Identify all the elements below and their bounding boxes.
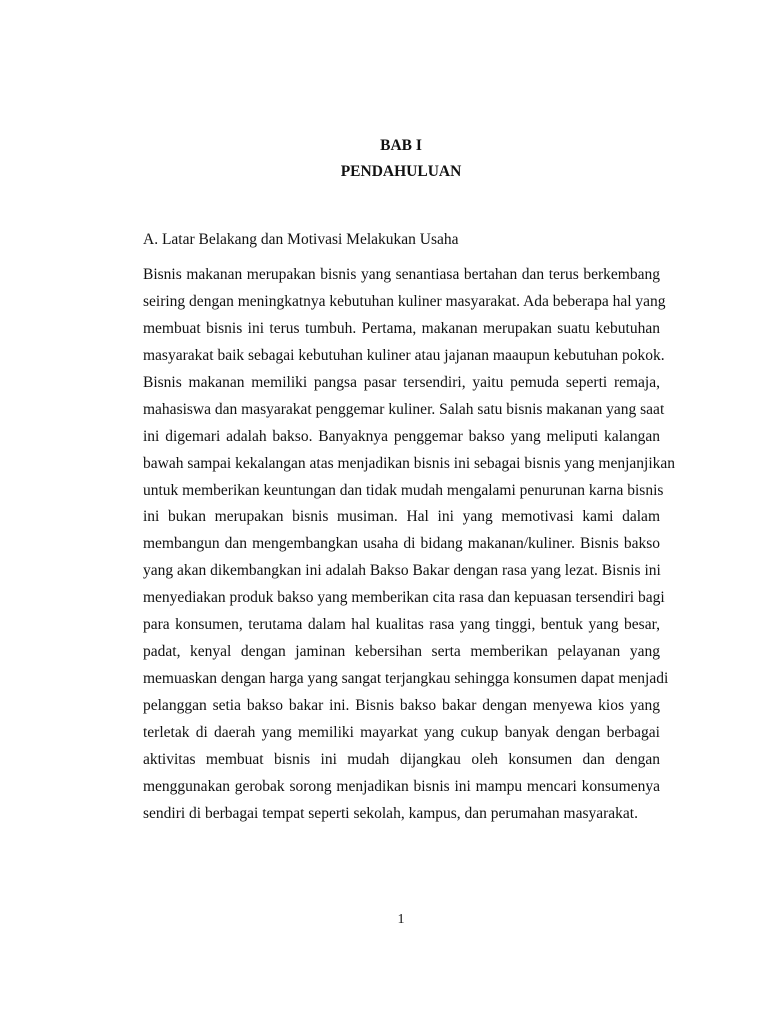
body-paragraph [143,265,676,831]
paragraph-line: aktivitas membuat bisnis ini mudah dijangkau oleh konsumen dan dengan [143,750,660,768]
paragraph-line: pelanggan setia bakso bakar ini. Bisnis bakso bakar dengan menyewa kios yang [143,697,660,714]
paragraph-line: membuat bisnis ini terus tumbuh. Pertama, makanan merupakan suatu kebutuhan [143,319,660,337]
paragraph-line: sendiri di berbagai tempat seperti sekolah, kampus, dan perumahan masyarakat. [143,804,638,822]
paragraph-line: mahasiswa dan masyarakat penggemar kuliner. Salah satu bisnis makanan yang saat [143,400,665,418]
paragraph-line: menyediakan produk bakso yang memberikan cita rasa dan kepuasan tersendiri bagi [143,589,665,607]
paragraph-line: Bisnis makanan merupakan bisnis yang senantiasa bertahan dan terus berkembang [143,266,660,283]
paragraph-line: memuaskan dengan harga yang sangat terjangkau sehingga konsumen dapat menjadi [143,670,669,688]
paragraph-line: membangun dan mengembangkan usaha di bidang makanan/kuliner. Bisnis bakso [143,535,660,553]
section-heading: A. Latar Belakang dan Motivasi Melakukan Usaha [143,231,459,248]
paragraph-line: yang akan dikembangkan ini adalah Bakso Bakar dengan rasa yang lezat. Bisnis ini [143,562,661,580]
paragraph-line: untuk memberikan keuntungan dan tidak mudah mengalami penurunan karna bisnis [143,481,664,499]
chapter-number: BAB I [380,137,422,154]
page-number: 1 [397,912,405,927]
paragraph-line: padat, kenyal dengan jaminan kebersihan serta memberikan pelayanan yang [143,643,660,661]
paragraph-line: terletak di daerah yang memiliki mayarkat yang cukup banyak dengan berbagai [143,723,660,741]
paragraph-line: seiring dengan meningkatnya kebutuhan kuliner masyarakat. Ada beberapa hal yang [143,292,666,310]
paragraph-line: menggunakan gerobak sorong menjadikan bisnis ini mampu mencari konsumenya [143,777,660,795]
paragraph-line: ini digemari adalah bakso. Banyaknya penggemar bakso yang meliputi kalangan [143,427,660,445]
paragraph-line: para konsumen, terutama dalam hal kualitas rasa yang tinggi, bentuk yang besar, [143,616,660,634]
paragraph-line: Bisnis makanan memiliki pangsa pasar tersendiri, yaitu pemuda seperti remaja, [143,373,660,391]
paragraph-line: bawah sampai kekalangan atas menjadikan bisnis ini sebagai bisnis yang menjanjikan [143,454,676,472]
chapter-title: PENDAHULUAN [340,163,462,180]
paragraph-line: masyarakat baik sebagai kebutuhan kuliner atau jajanan maaupun kebutuhan pokok. [143,346,665,364]
paragraph-line: ini bukan merupakan bisnis musiman. Hal ini yang memotivasi kami dalam [143,508,660,526]
